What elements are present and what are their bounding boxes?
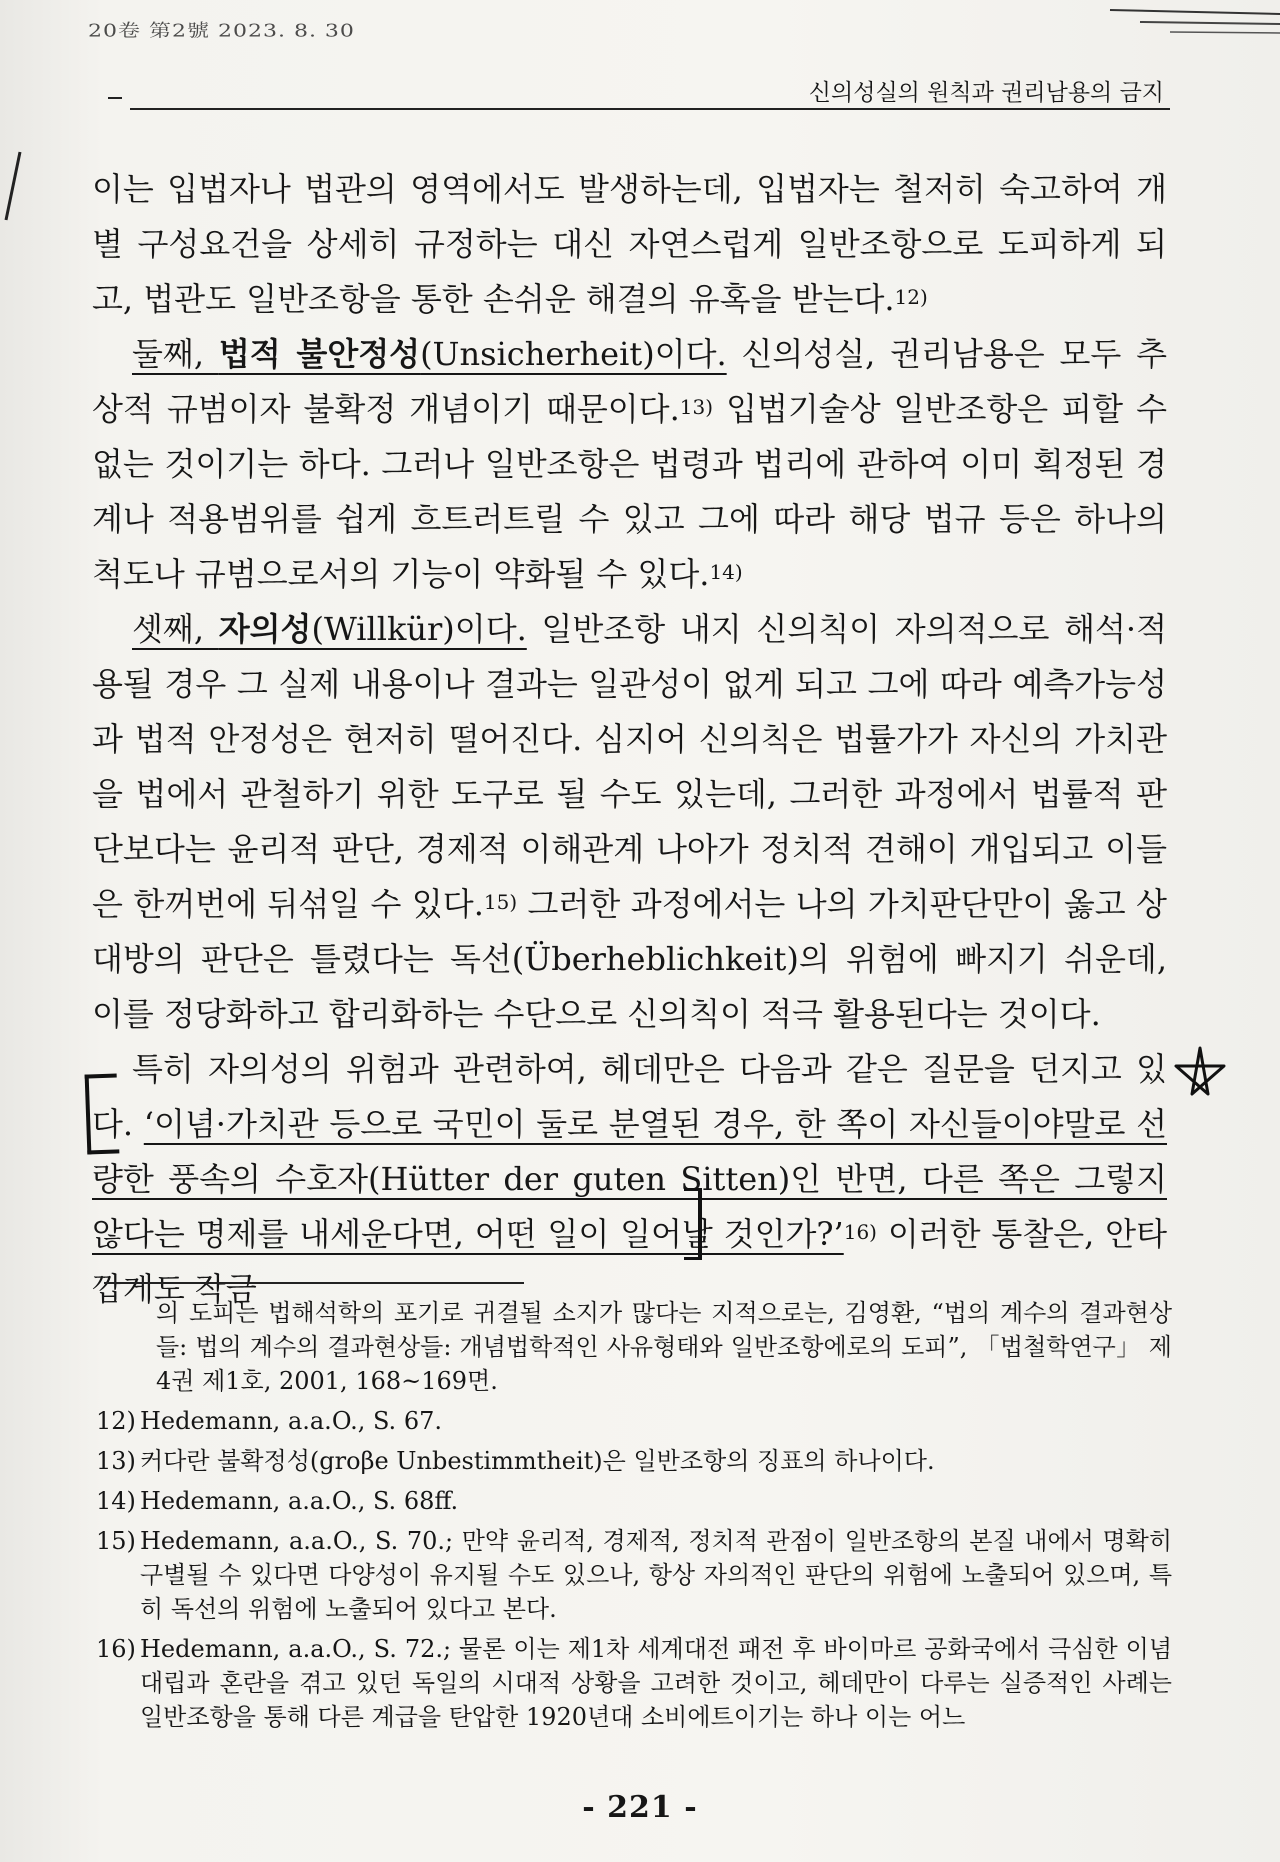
p4-text-a: 특히 자의성의 위험과 관련하여, 헤데만은 다음과 같은 질문을 던지고 있다.	[92, 1050, 1167, 1143]
p2-lead-bold: 법적 불안정성	[218, 335, 421, 373]
page-edge-lines	[1080, 0, 1280, 40]
body-text	[92, 162, 1167, 1317]
running-head	[90, 74, 1170, 114]
fn-ref-14: 14)	[709, 560, 743, 584]
footnote-text: Hedemann, a.a.O., S. 70.; 만약 윤리적, 경제적, 정치적 관점이 일반조항의 본질 내에서 명확히 구별될 수 있다면 다양성이 유지될 수도 있으나, 항상 자의적인 판단의 위험에 노출되어 있으며, 특히 독선의 위험에 노출되어 있다고 본다.	[140, 1527, 1172, 1623]
footnotes	[96, 1296, 1172, 1740]
footnote-text: Hedemann, a.a.O., S. 68ff.	[140, 1487, 459, 1515]
footnote-item	[96, 1444, 1172, 1478]
handwritten-star-icon	[1170, 1044, 1230, 1104]
p3-text-b: 그러한 과정에서는 나의 가치판단만이 옳고 상대방의 판단은 틀렸다는 독선(Überheblichkeit)의 위험에 빠지기 쉬운데, 이를 정당화하고 합리화하는 수단으로 신의칙이 적극 활용된다는 것이다.	[92, 885, 1167, 1033]
footnote-text: Hedemann, a.a.O., S. 72.; 물론 이는 제1차 세계대전 패전 후 바이마르 공화국에서 극심한 이념대립과 혼란을 겪고 있던 독일의 시대적 상황을 고려한 것이고, 헤데만이 다루는 실증적인 사례는 일반조항을 통해 다른 계급을 탄압한 1920년대 소비에트이기는 하나 이는 어느	[140, 1635, 1172, 1731]
p3-lead-prefix: 셋째,	[132, 610, 219, 648]
footnote-item	[96, 1524, 1172, 1626]
footnote-separator	[104, 1282, 524, 1284]
p2-lead-prefix: 둘째,	[132, 335, 219, 373]
fn-ref-16: 16)	[843, 1220, 877, 1244]
page-number: - 221 -	[582, 1790, 698, 1825]
p3-lead-bold: 자의성	[218, 610, 312, 648]
footnote-number: 13)	[96, 1447, 136, 1475]
fn-ref-13: 13)	[679, 395, 714, 419]
p4-quote-underlined: ‘이념·가치관 등으로 국민이 둘로 분열된 경우, 한 쪽이 자신들이야말로 선량한 풍속의 수호자(Hütter der guten Sitten)인 반면, 다른 쪽은 그렇지 않다는 명제를 내세운다면, 어떤 일이 일어날 것인가?’	[92, 1105, 1167, 1253]
footnote-number: 15)	[96, 1527, 136, 1555]
footnote-number: 14)	[96, 1487, 136, 1515]
p4-text-b: 이러한 통찰은, 안타깝게도 작금	[92, 1215, 1168, 1308]
margin-pen-stroke	[0, 150, 30, 230]
p3-lead-suffix: (Willkür)이다.	[311, 610, 527, 648]
footnote-number: 12)	[96, 1407, 136, 1435]
fn-ref-15: 15)	[483, 890, 518, 914]
handwritten-open-bracket	[85, 1073, 120, 1154]
footnote-item	[96, 1484, 1172, 1518]
header-rule	[130, 108, 1170, 110]
p3-heading-underlined	[132, 610, 527, 648]
journal-issue-info: 20卷 第2號 2023. 8. 30	[88, 21, 355, 42]
footnote-number: 16)	[96, 1635, 136, 1663]
p3-text-a: 일반조항 내지 신의칙이 자의적으로 해석·적용될 경우 그 실제 내용이나 결과는 일관성이 없게 되고 그에 따라 예측가능성과 법적 안정성은 현저히 떨어진다. 심지어 신의칙은 법률가가 자신의 가치관을 법에서 관철하기 위한 도구로 될 수도 있는데, 그러한 과정에서 법률적 판단보다는 윤리적 판단, 경제적 이해관계 나아가 정치적 견해이 개입되고 이들은 한꺼번에 뒤섞일 수 있다.	[92, 610, 1168, 923]
handwritten-close-bracket	[684, 1188, 702, 1260]
paragraph-2	[92, 327, 1167, 602]
footnote-item	[96, 1404, 1172, 1438]
footnote-item	[96, 1632, 1172, 1734]
footnote-text: Hedemann, a.a.O., S. 67.	[140, 1407, 442, 1435]
p2-text-a: 신의성실, 권리남용은 모두 추상적 규범이자 불확정 개념이기 때문이다.	[92, 335, 1167, 428]
running-title: 신의성실의 원칙과 권리남용의 금지	[808, 80, 1165, 106]
p2-lead-suffix: (Unsicherheit)이다.	[420, 335, 727, 373]
footnote-text: 커다란 불확정성(groβe Unbestimmtheit)은 일반조항의 징표의 하나이다.	[140, 1447, 935, 1475]
p2-heading-underlined	[132, 335, 727, 373]
p1-text: 이는 입법자나 법관의 영역에서도 발생하는데, 입법자는 철저히 숙고하여 개별 구성요건을 상세히 규정하는 대신 자연스럽게 일반조항으로 도피하게 되고, 법관도 일반조항을 통한 손쉬운 해결의 유혹을 받는다.	[92, 170, 1167, 318]
p2-text-b: 입법기술상 일반조항은 피할 수 없는 것이기는 하다. 그러나 일반조항은 법령과 법리에 관하여 이미 획정된 경계나 적용범위를 쉽게 흐트러트릴 수 있고 그에 따라 해당 법규 등은 하나의 척도나 규범으로서의 기능이 약화될 수 있다.	[92, 390, 1167, 593]
paragraph-1	[92, 162, 1167, 327]
footnote-continuation: 의 도피는 법해석학의 포기로 귀결될 소지가 많다는 지적으로는, 김영환, “법의 계수의 결과현상들: 법의 계수의 결과현상들: 개념법학적인 사유형태와 일반조항에로의 도피”, 「법철학연구」 제4권 제1호, 2001, 168~169면.	[156, 1299, 1172, 1395]
paragraph-3	[92, 602, 1167, 1042]
fn-ref-12: 12)	[894, 285, 928, 309]
paragraph-4	[92, 1042, 1167, 1317]
header-dash	[108, 97, 122, 99]
